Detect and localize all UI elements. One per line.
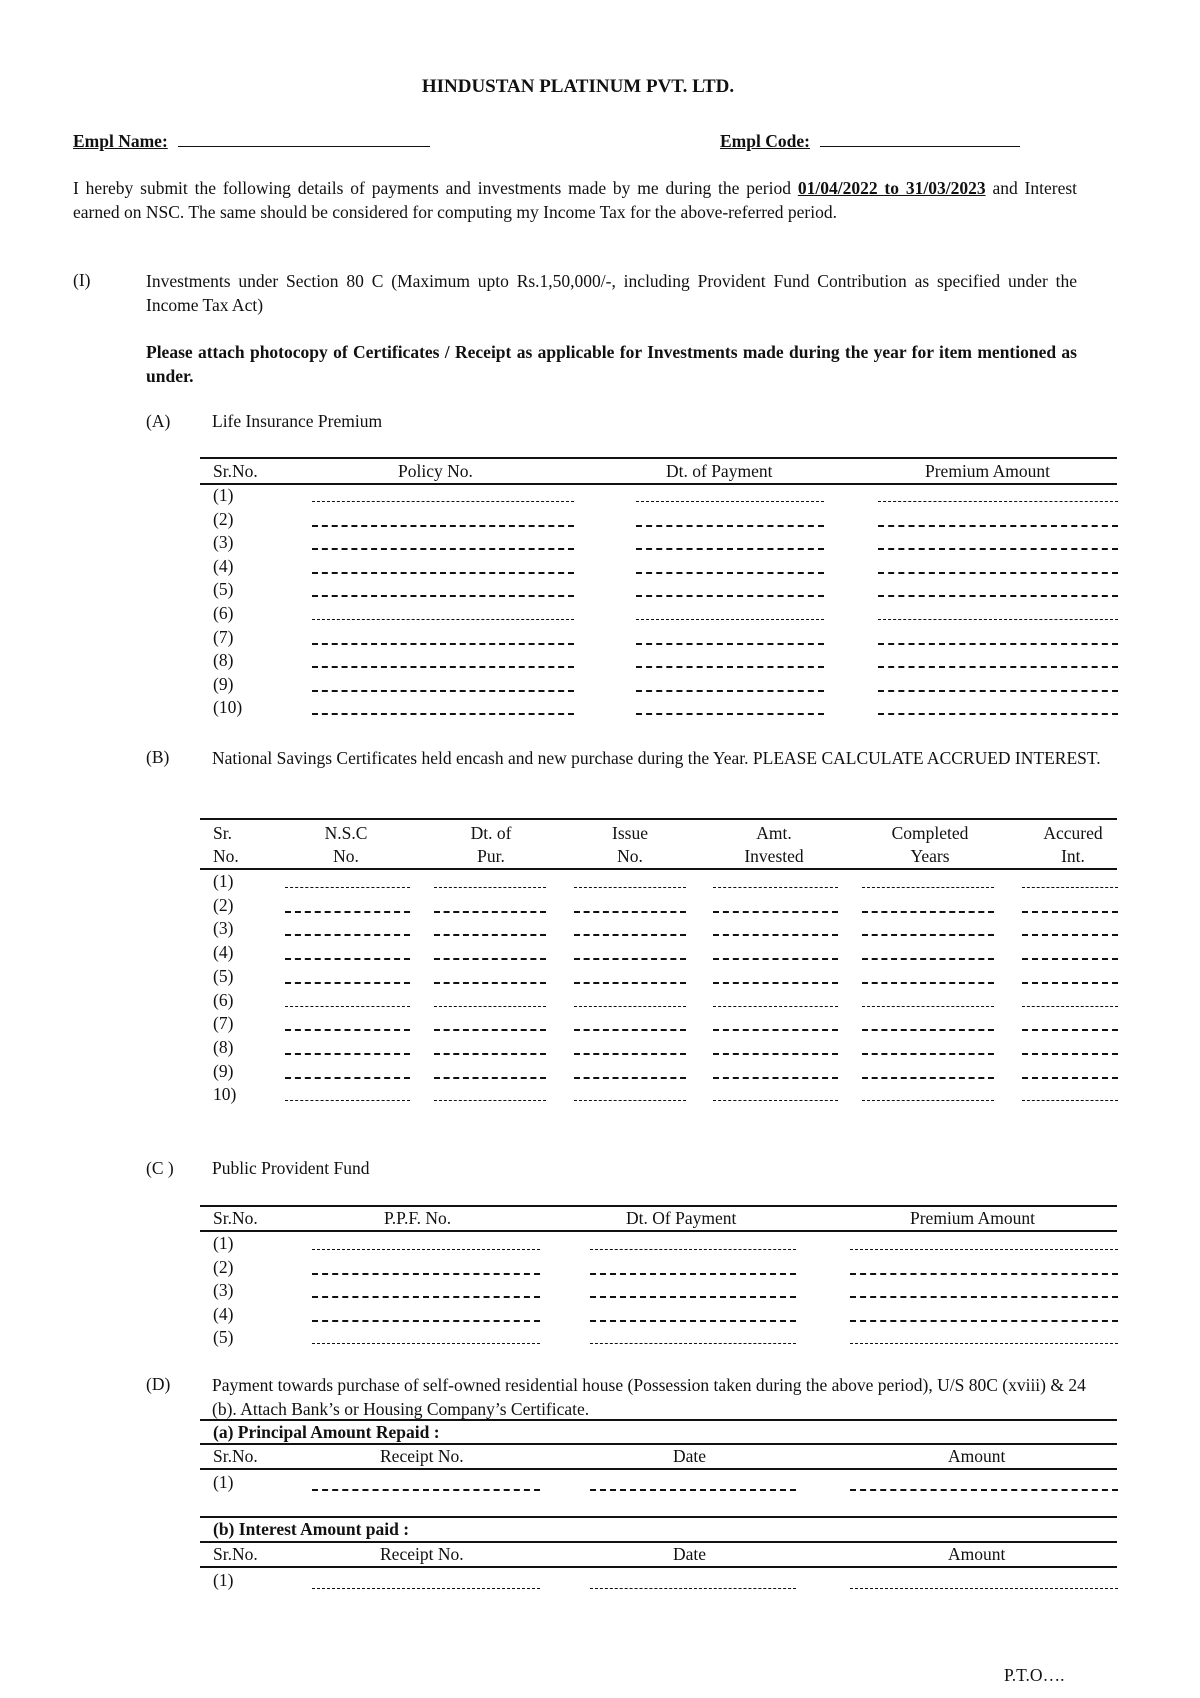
- section-b-field-col-4[interactable]: [713, 1029, 838, 1031]
- section-b-field-col-4[interactable]: [713, 1077, 838, 1079]
- section-b-field-col-4[interactable]: [713, 1053, 838, 1055]
- section-a-field-col-3[interactable]: [878, 548, 1118, 550]
- section-b-field-col-6[interactable]: [1022, 1077, 1118, 1079]
- section-b-field-col-1[interactable]: [285, 934, 410, 936]
- section-b-field-col-5[interactable]: [862, 982, 994, 984]
- section-a-field-col-1[interactable]: [312, 713, 574, 715]
- section-b-field-col-3[interactable]: [574, 1029, 686, 1031]
- section-b-field-col-1[interactable]: [285, 1100, 410, 1101]
- section-b-header-7-top: Accured: [1043, 823, 1103, 843]
- section-b-field-col-3[interactable]: [574, 1006, 686, 1007]
- section-b-field-col-3[interactable]: [574, 1077, 686, 1079]
- section-b-header-3-bottom: Pur.: [477, 846, 505, 866]
- section-b-field-col-6[interactable]: [1022, 1029, 1118, 1031]
- principal-amount-field[interactable]: [850, 1489, 1118, 1491]
- interest-date-field[interactable]: [590, 1588, 796, 1589]
- section-c-field-col-1[interactable]: [312, 1320, 540, 1322]
- section-b-row-label: (4): [213, 942, 234, 963]
- section-b-header-6-bottom: Years: [910, 846, 950, 866]
- section-b-field-col-4[interactable]: [713, 1100, 838, 1101]
- section-c-letter: (C ): [146, 1158, 174, 1178]
- section-c-field-col-2[interactable]: [590, 1273, 796, 1275]
- section-d-b-header-rule: [200, 1566, 1117, 1568]
- section-b-field-col-4[interactable]: [713, 911, 838, 913]
- section-a-field-col-3[interactable]: [878, 619, 1118, 620]
- section-b-row-label: (8): [213, 1036, 234, 1057]
- section-b-field-col-3[interactable]: [574, 958, 686, 960]
- principal-header-date: Date: [673, 1446, 707, 1466]
- section-c-field-col-1[interactable]: [312, 1273, 540, 1275]
- section-a-header-amount: Premium Amount: [925, 461, 1050, 481]
- section-b-field-col-6[interactable]: [1022, 934, 1118, 936]
- section-b-field-col-4[interactable]: [713, 934, 838, 936]
- section-a-header-rule: [200, 483, 1117, 485]
- section-b-row-label: (2): [213, 894, 234, 915]
- section-b-field-col-5[interactable]: [862, 934, 994, 936]
- section-a-row-label: (1): [213, 485, 234, 505]
- section-a-letter: (A): [146, 411, 171, 431]
- section-b-field-col-1[interactable]: [285, 1053, 410, 1055]
- empl-code-field[interactable]: [820, 132, 1020, 147]
- section-b-field-col-2[interactable]: [434, 934, 546, 936]
- interest-header-receipt: Receipt No.: [380, 1544, 464, 1564]
- section-a-field-col-2[interactable]: [636, 572, 824, 574]
- section-b-field-col-4[interactable]: [713, 1006, 838, 1007]
- section-b-field-col-2[interactable]: [434, 911, 546, 913]
- section-b-field-col-3[interactable]: [574, 934, 686, 936]
- section-b-letter: (B): [146, 747, 170, 767]
- section-a-field-col-3[interactable]: [878, 572, 1118, 574]
- section-a-field-col-2[interactable]: [636, 501, 824, 502]
- section-b-field-col-6[interactable]: [1022, 911, 1118, 913]
- section-b-header-4-bottom: No.: [617, 846, 643, 866]
- section-b-header-2-top: N.S.C: [324, 823, 368, 843]
- section-a-row-label: (6): [213, 603, 234, 623]
- interest-header-date: Date: [673, 1544, 707, 1564]
- section-c-row-label: (2): [213, 1256, 234, 1277]
- empl-name-label: Empl Name:: [73, 131, 168, 151]
- section-d-letter: (D): [146, 1374, 171, 1394]
- section-a-top-rule: [200, 457, 1117, 459]
- section-b-field-col-5[interactable]: [862, 1077, 994, 1079]
- section-b-row-label: (3): [213, 918, 234, 939]
- section-c-field-col-2[interactable]: [590, 1320, 796, 1322]
- section-b-field-col-3[interactable]: [574, 982, 686, 984]
- section-a-field-col-3[interactable]: [878, 643, 1118, 645]
- section-c-field-col-3[interactable]: [850, 1249, 1118, 1250]
- section-a-field-col-1[interactable]: [312, 619, 574, 620]
- section-a-field-col-3[interactable]: [878, 666, 1118, 668]
- section-c-field-col-2[interactable]: [590, 1249, 796, 1250]
- section-c-title: Public Provident Fund: [212, 1158, 370, 1178]
- section-c-row-label: (3): [213, 1280, 234, 1301]
- section-a-row-label: (5): [213, 579, 234, 600]
- section-a-row-label: (2): [213, 508, 234, 529]
- section-b-field-col-3[interactable]: [574, 1100, 686, 1101]
- section-b-field-col-2[interactable]: [434, 982, 546, 984]
- section-a-field-col-2[interactable]: [636, 690, 824, 692]
- principal-label: (a) Principal Amount Repaid :: [213, 1422, 440, 1442]
- section-c-row-label: (1): [213, 1233, 234, 1253]
- principal-header-srno: Sr.No.: [213, 1446, 258, 1466]
- section-b-field-col-1[interactable]: [285, 982, 410, 984]
- section-b-header-5-top: Amt.: [756, 823, 792, 843]
- intro-paragraph: [73, 177, 1077, 224]
- empl-code-label: Empl Code:: [720, 131, 810, 151]
- section-c-field-col-2[interactable]: [590, 1296, 796, 1298]
- interest-header-amount: Amount: [948, 1544, 1006, 1564]
- section-b-field-col-1[interactable]: [285, 887, 410, 888]
- section-b-header-4-top: Issue: [612, 823, 648, 843]
- section-c-row-label: (4): [213, 1303, 234, 1324]
- principal-row-label: (1): [213, 1472, 234, 1492]
- interest-header-srno: Sr.No.: [213, 1544, 258, 1564]
- section-b-field-col-3[interactable]: [574, 911, 686, 913]
- section-a-row-label: (4): [213, 555, 234, 576]
- section-b-field-col-1[interactable]: [285, 1029, 410, 1031]
- section-c-header-amount: Premium Amount: [910, 1208, 1035, 1228]
- section-a-field-col-3[interactable]: [878, 690, 1118, 692]
- section-b-field-col-5[interactable]: [862, 958, 994, 960]
- principal-header-receipt: Receipt No.: [380, 1446, 464, 1466]
- section-a-field-col-1[interactable]: [312, 501, 574, 502]
- principal-date-field[interactable]: [590, 1489, 796, 1491]
- section-b-field-col-5[interactable]: [862, 911, 994, 913]
- section-a-field-col-1[interactable]: [312, 595, 574, 597]
- section-b-field-col-4[interactable]: [713, 887, 838, 888]
- section-b-field-col-3[interactable]: [574, 887, 686, 888]
- section-b-field-col-6[interactable]: [1022, 958, 1118, 960]
- intro-period: 01/04/2022 to 31/03/2023: [797, 178, 986, 198]
- section-b-field-col-5[interactable]: [862, 1006, 994, 1007]
- section-b-header-5-bottom: Invested: [744, 846, 804, 866]
- section-b-field-col-4[interactable]: [713, 982, 838, 984]
- section-b-field-col-1[interactable]: [285, 958, 410, 960]
- section-a-title: Life Insurance Premium: [212, 411, 383, 431]
- section-1-number: (I): [73, 270, 91, 290]
- section-a-row-label: (7): [213, 626, 234, 647]
- section-c-header-date: Dt. Of Payment: [626, 1208, 737, 1228]
- attach-note: Please attach photocopy of Certificates / Receipt as applicable for Investments made during the year for item mentioned as under.: [146, 342, 1077, 386]
- section-a-field-col-1[interactable]: [312, 525, 574, 527]
- section-c-header-rule: [200, 1230, 1117, 1232]
- section-a-field-col-2[interactable]: [636, 666, 824, 668]
- section-b-field-col-6[interactable]: [1022, 982, 1118, 984]
- section-a-header-date: Dt. of Payment: [666, 461, 773, 481]
- section-a-header-policy: Policy No.: [398, 461, 473, 481]
- page-turn-over: P.T.O….: [1004, 1665, 1065, 1685]
- principal-header-amount: Amount: [948, 1446, 1006, 1466]
- empl-name-field[interactable]: [178, 132, 430, 147]
- intro-text-2: and Interest earned on NSC. The same should be considered for computing my Income Tax for the above-referred period.: [73, 178, 1078, 222]
- section-b-field-col-6[interactable]: [1022, 1100, 1118, 1101]
- section-a-field-col-2[interactable]: [636, 548, 824, 550]
- section-a-field-col-1[interactable]: [312, 643, 574, 645]
- section-b-field-col-2[interactable]: [434, 1100, 546, 1101]
- section-b-field-col-5[interactable]: [862, 1053, 994, 1055]
- empl-code-row: [720, 131, 1020, 152]
- section-a-field-col-1[interactable]: [312, 572, 574, 574]
- section-b-field-col-6[interactable]: [1022, 887, 1118, 888]
- interest-amount-field[interactable]: [850, 1588, 1118, 1589]
- section-b-field-col-2[interactable]: [434, 1077, 546, 1079]
- section-b-field-col-1[interactable]: [285, 1006, 410, 1007]
- section-c-row-label: (5): [213, 1327, 234, 1348]
- section-c-field-col-1[interactable]: [312, 1343, 540, 1344]
- section-c-field-col-3[interactable]: [850, 1296, 1118, 1298]
- section-a-field-col-1[interactable]: [312, 666, 574, 668]
- section-c-field-col-3[interactable]: [850, 1320, 1118, 1322]
- section-b-field-col-1[interactable]: [285, 911, 410, 913]
- section-a-field-col-2[interactable]: [636, 713, 824, 715]
- section-a-field-col-2[interactable]: [636, 619, 824, 620]
- section-a-field-col-1[interactable]: [312, 690, 574, 692]
- section-a-field-col-3[interactable]: [878, 595, 1118, 597]
- section-a-field-col-3[interactable]: [878, 713, 1118, 715]
- section-a-header-srno: Sr.No.: [213, 461, 258, 481]
- section-b-field-col-2[interactable]: [434, 958, 546, 960]
- section-b-header-6-top: Completed: [891, 823, 969, 843]
- interest-label: (b) Interest Amount paid :: [213, 1519, 410, 1539]
- section-b-header-rule: [200, 868, 1117, 870]
- section-b-field-col-1[interactable]: [285, 1077, 410, 1079]
- section-a-field-col-1[interactable]: [312, 548, 574, 550]
- section-b-row-label: (7): [213, 1013, 234, 1034]
- section-b-field-col-5[interactable]: [862, 1029, 994, 1031]
- section-a-row-label: (10): [213, 697, 243, 718]
- section-b-field-col-2[interactable]: [434, 1053, 546, 1055]
- section-c-field-col-1[interactable]: [312, 1249, 540, 1250]
- section-b-header-7-bottom: Int.: [1061, 846, 1085, 866]
- section-c-field-col-1[interactable]: [312, 1296, 540, 1298]
- section-d-a-header-rule: [200, 1468, 1117, 1470]
- section-b-field-col-5[interactable]: [862, 887, 994, 888]
- section-b-title: National Savings Certificates held encash and new purchase during the Year. PLEASE CALCULATE ACCRUED INTEREST.: [212, 748, 1101, 768]
- section-b-field-col-4[interactable]: [713, 958, 838, 960]
- section-c-header-srno: Sr.No.: [213, 1208, 258, 1228]
- section-a-row-label: (8): [213, 650, 234, 671]
- section-a-field-col-3[interactable]: [878, 525, 1118, 527]
- interest-receipt-field[interactable]: [312, 1588, 540, 1589]
- empl-name-row: [73, 131, 430, 152]
- section-a-field-col-2[interactable]: [636, 643, 824, 645]
- section-c-field-col-2[interactable]: [590, 1343, 796, 1344]
- section-b-header-1-bottom: No.: [213, 846, 239, 866]
- section-b-field-col-2[interactable]: [434, 1006, 546, 1007]
- section-a-field-col-2[interactable]: [636, 595, 824, 597]
- section-b-field-col-5[interactable]: [862, 1100, 994, 1101]
- section-b-row-label: 10): [213, 1084, 237, 1105]
- section-b-field-col-6[interactable]: [1022, 1006, 1118, 1007]
- section-a-field-col-3[interactable]: [878, 501, 1118, 502]
- section-b-header-1-top: Sr.: [213, 823, 232, 843]
- section-c-field-col-3[interactable]: [850, 1343, 1118, 1344]
- section-1-text: Investments under Section 80 C (Maximum upto Rs.1,50,000/-, including Provident Fund Contribution as specified under the Income Tax Act): [146, 271, 1077, 315]
- section-a-field-col-2[interactable]: [636, 525, 824, 527]
- section-b-field-col-3[interactable]: [574, 1053, 686, 1055]
- section-a-row-label: (9): [213, 673, 234, 694]
- interest-row-label: (1): [213, 1570, 234, 1590]
- section-b-header-2-bottom: No.: [333, 846, 359, 866]
- section-b-field-col-6[interactable]: [1022, 1053, 1118, 1055]
- section-b-row-label: (5): [213, 965, 234, 986]
- intro-text-1: I hereby submit the following details of payments and investments made by me during the period: [73, 178, 791, 198]
- section-b-field-col-2[interactable]: [434, 1029, 546, 1031]
- section-b-row-label: (9): [213, 1060, 234, 1081]
- section-b-top-rule: [200, 818, 1117, 820]
- principal-receipt-field[interactable]: [312, 1489, 540, 1491]
- section-b-row-label: (6): [213, 989, 234, 1010]
- section-a-row-label: (3): [213, 532, 234, 553]
- section-c-field-col-3[interactable]: [850, 1273, 1118, 1275]
- section-b-field-col-2[interactable]: [434, 887, 546, 888]
- section-c-header-ppf: P.P.F. No.: [384, 1208, 452, 1228]
- section-d-title: Payment towards purchase of self-owned residential house (Possession taken during the above period), U/S 80C (xviii) & 24 (b). Attach Bank’s or Housing Company’s Certificate.: [212, 1375, 1086, 1419]
- section-b-row-label: (1): [213, 871, 234, 891]
- company-title: HINDUSTAN PLATINUM PVT. LTD.: [421, 76, 735, 97]
- section-b-header-3-top: Dt. of: [470, 823, 512, 843]
